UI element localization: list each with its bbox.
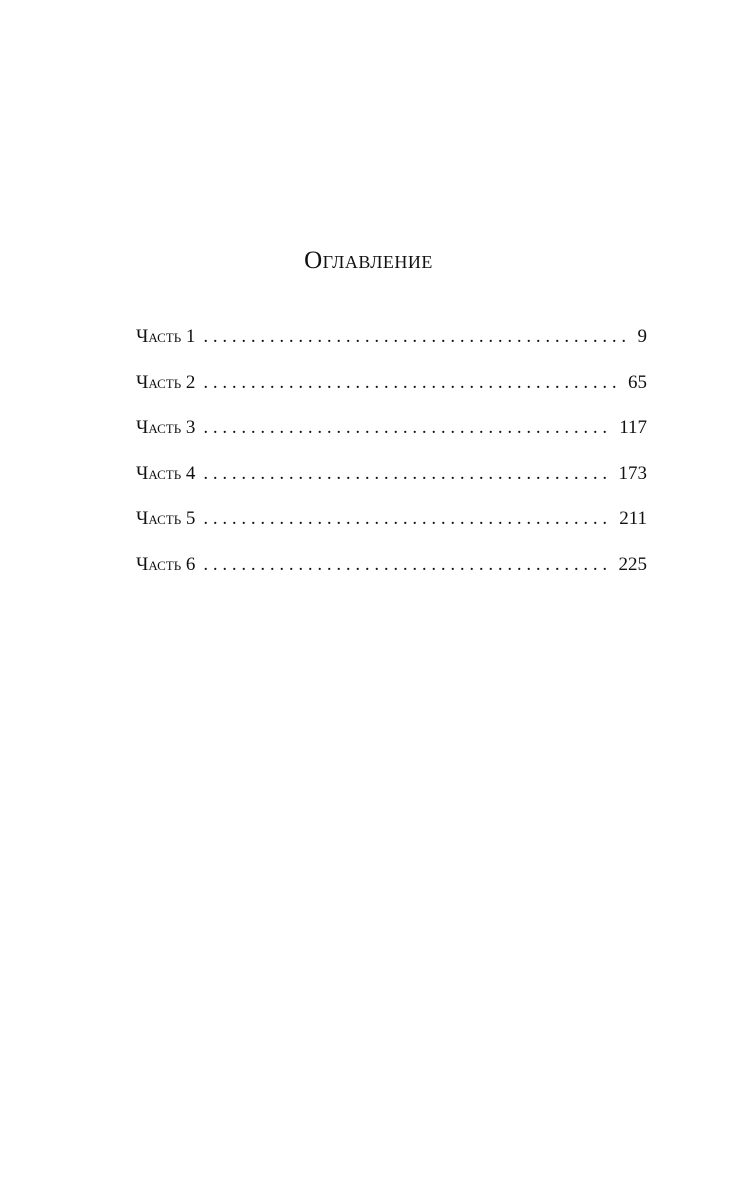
toc-entry-page: 65 [628, 371, 647, 393]
table-of-contents [136, 322, 647, 595]
dot-leader [203, 550, 608, 580]
toc-entry-page: 9 [637, 326, 647, 347]
toc-entry-page: 225 [618, 553, 647, 575]
toc-entry-page: 211 [619, 508, 647, 529]
toc-entry-label: Часть 1 [136, 326, 196, 347]
toc-entry-label: Часть 6 [136, 553, 196, 575]
toc-entry-page: 173 [618, 462, 647, 484]
dot-leader [203, 504, 609, 534]
dot-leader [203, 459, 608, 489]
toc-entry [136, 550, 647, 596]
toc-entry-label: Часть 2 [136, 371, 196, 393]
toc-entry [136, 322, 647, 368]
page-title: Оглавление [304, 247, 433, 274]
dot-leader [203, 368, 618, 398]
dot-leader [203, 322, 627, 352]
toc-entry-label: Часть 5 [136, 508, 196, 529]
toc-entry-page: 117 [619, 417, 647, 438]
dot-leader [203, 413, 609, 443]
toc-entry-label: Часть 4 [136, 462, 196, 484]
toc-entry [136, 413, 647, 459]
toc-entry [136, 368, 647, 414]
toc-entry [136, 459, 647, 505]
toc-entry-label: Часть 3 [136, 417, 196, 438]
toc-entry [136, 504, 647, 550]
